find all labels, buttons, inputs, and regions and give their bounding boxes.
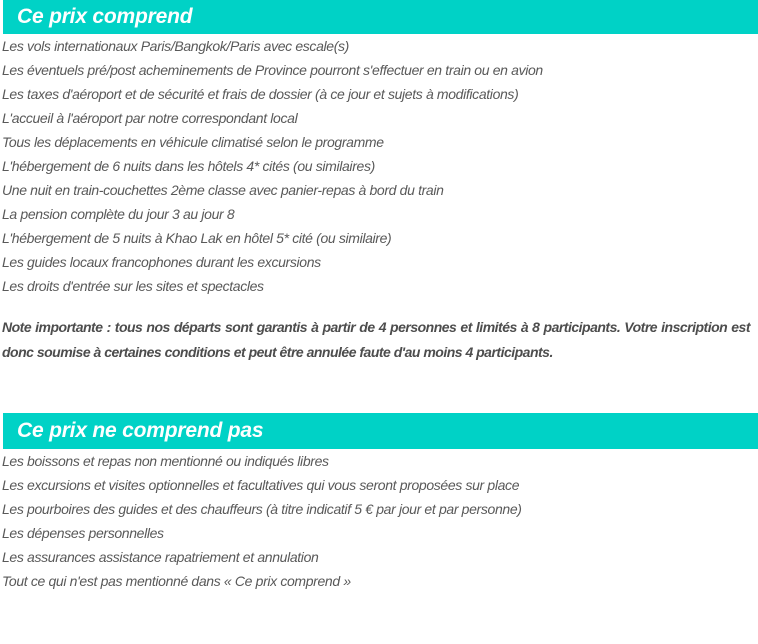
list-item: La pension complète du jour 3 au jour 8 — [2, 206, 235, 222]
list-item: L'accueil à l'aéroport par notre correspondant local — [2, 110, 298, 126]
list-item: Les boissons et repas non mentionné ou indiqués libres — [2, 453, 329, 469]
price-includes-list — [0, 34, 758, 298]
price-excludes-list — [0, 449, 758, 593]
list-item: Les pourboires des guides et des chauffeurs (à titre indicatif 5 € par jour et par personne) — [2, 501, 522, 517]
list-item: Les dépenses personnelles — [2, 525, 164, 541]
price-excludes-title: Ce prix ne comprend pas — [17, 419, 264, 442]
list-item: Une nuit en train-couchettes 2ème classe avec panier-repas à bord du train — [2, 182, 444, 198]
list-item: Tous les déplacements en véhicule climatisé selon le programme — [2, 134, 384, 150]
list-item: L'hébergement de 6 nuits dans les hôtels 4* cités (ou similaires) — [2, 158, 375, 174]
section-price-excludes — [0, 413, 758, 593]
list-item: Les vols internationaux Paris/Bangkok/Paris avec escale(s) — [2, 38, 349, 54]
list-item: Les assurances assistance rapatriement et annulation — [2, 549, 319, 565]
list-item: Les éventuels pré/post acheminements de Province pourront s'effectuer en train ou en avion — [2, 62, 543, 78]
list-item: Les excursions et visites optionnelles et facultatives qui vous seront proposées sur place — [2, 477, 520, 493]
list-item: Les taxes d'aéroport et de sécurité et frais de dossier (à ce jour et sujets à modifications) — [2, 86, 519, 102]
list-item: Les guides locaux francophones durant les excursions — [2, 254, 321, 270]
price-includes-header-bar — [3, 0, 758, 34]
price-excludes-header-bar — [3, 413, 758, 449]
list-item: L'hébergement de 5 nuits à Khao Lak en hôtel 5* cité (ou similaire) — [2, 230, 392, 246]
important-note: Note importante : tous nos départs sont garantis à partir de 4 personnes et limités à 8 participants. Votre inscription est donc soumise à certaines conditions et peut être annulée faute d'au moins 4 participants. — [2, 319, 750, 360]
list-item: Tout ce qui n'est pas mentionné dans « Ce prix comprend » — [2, 573, 351, 589]
list-item: Les droits d'entrée sur les sites et spectacles — [2, 278, 264, 294]
price-includes-title: Ce prix comprend — [17, 5, 193, 28]
